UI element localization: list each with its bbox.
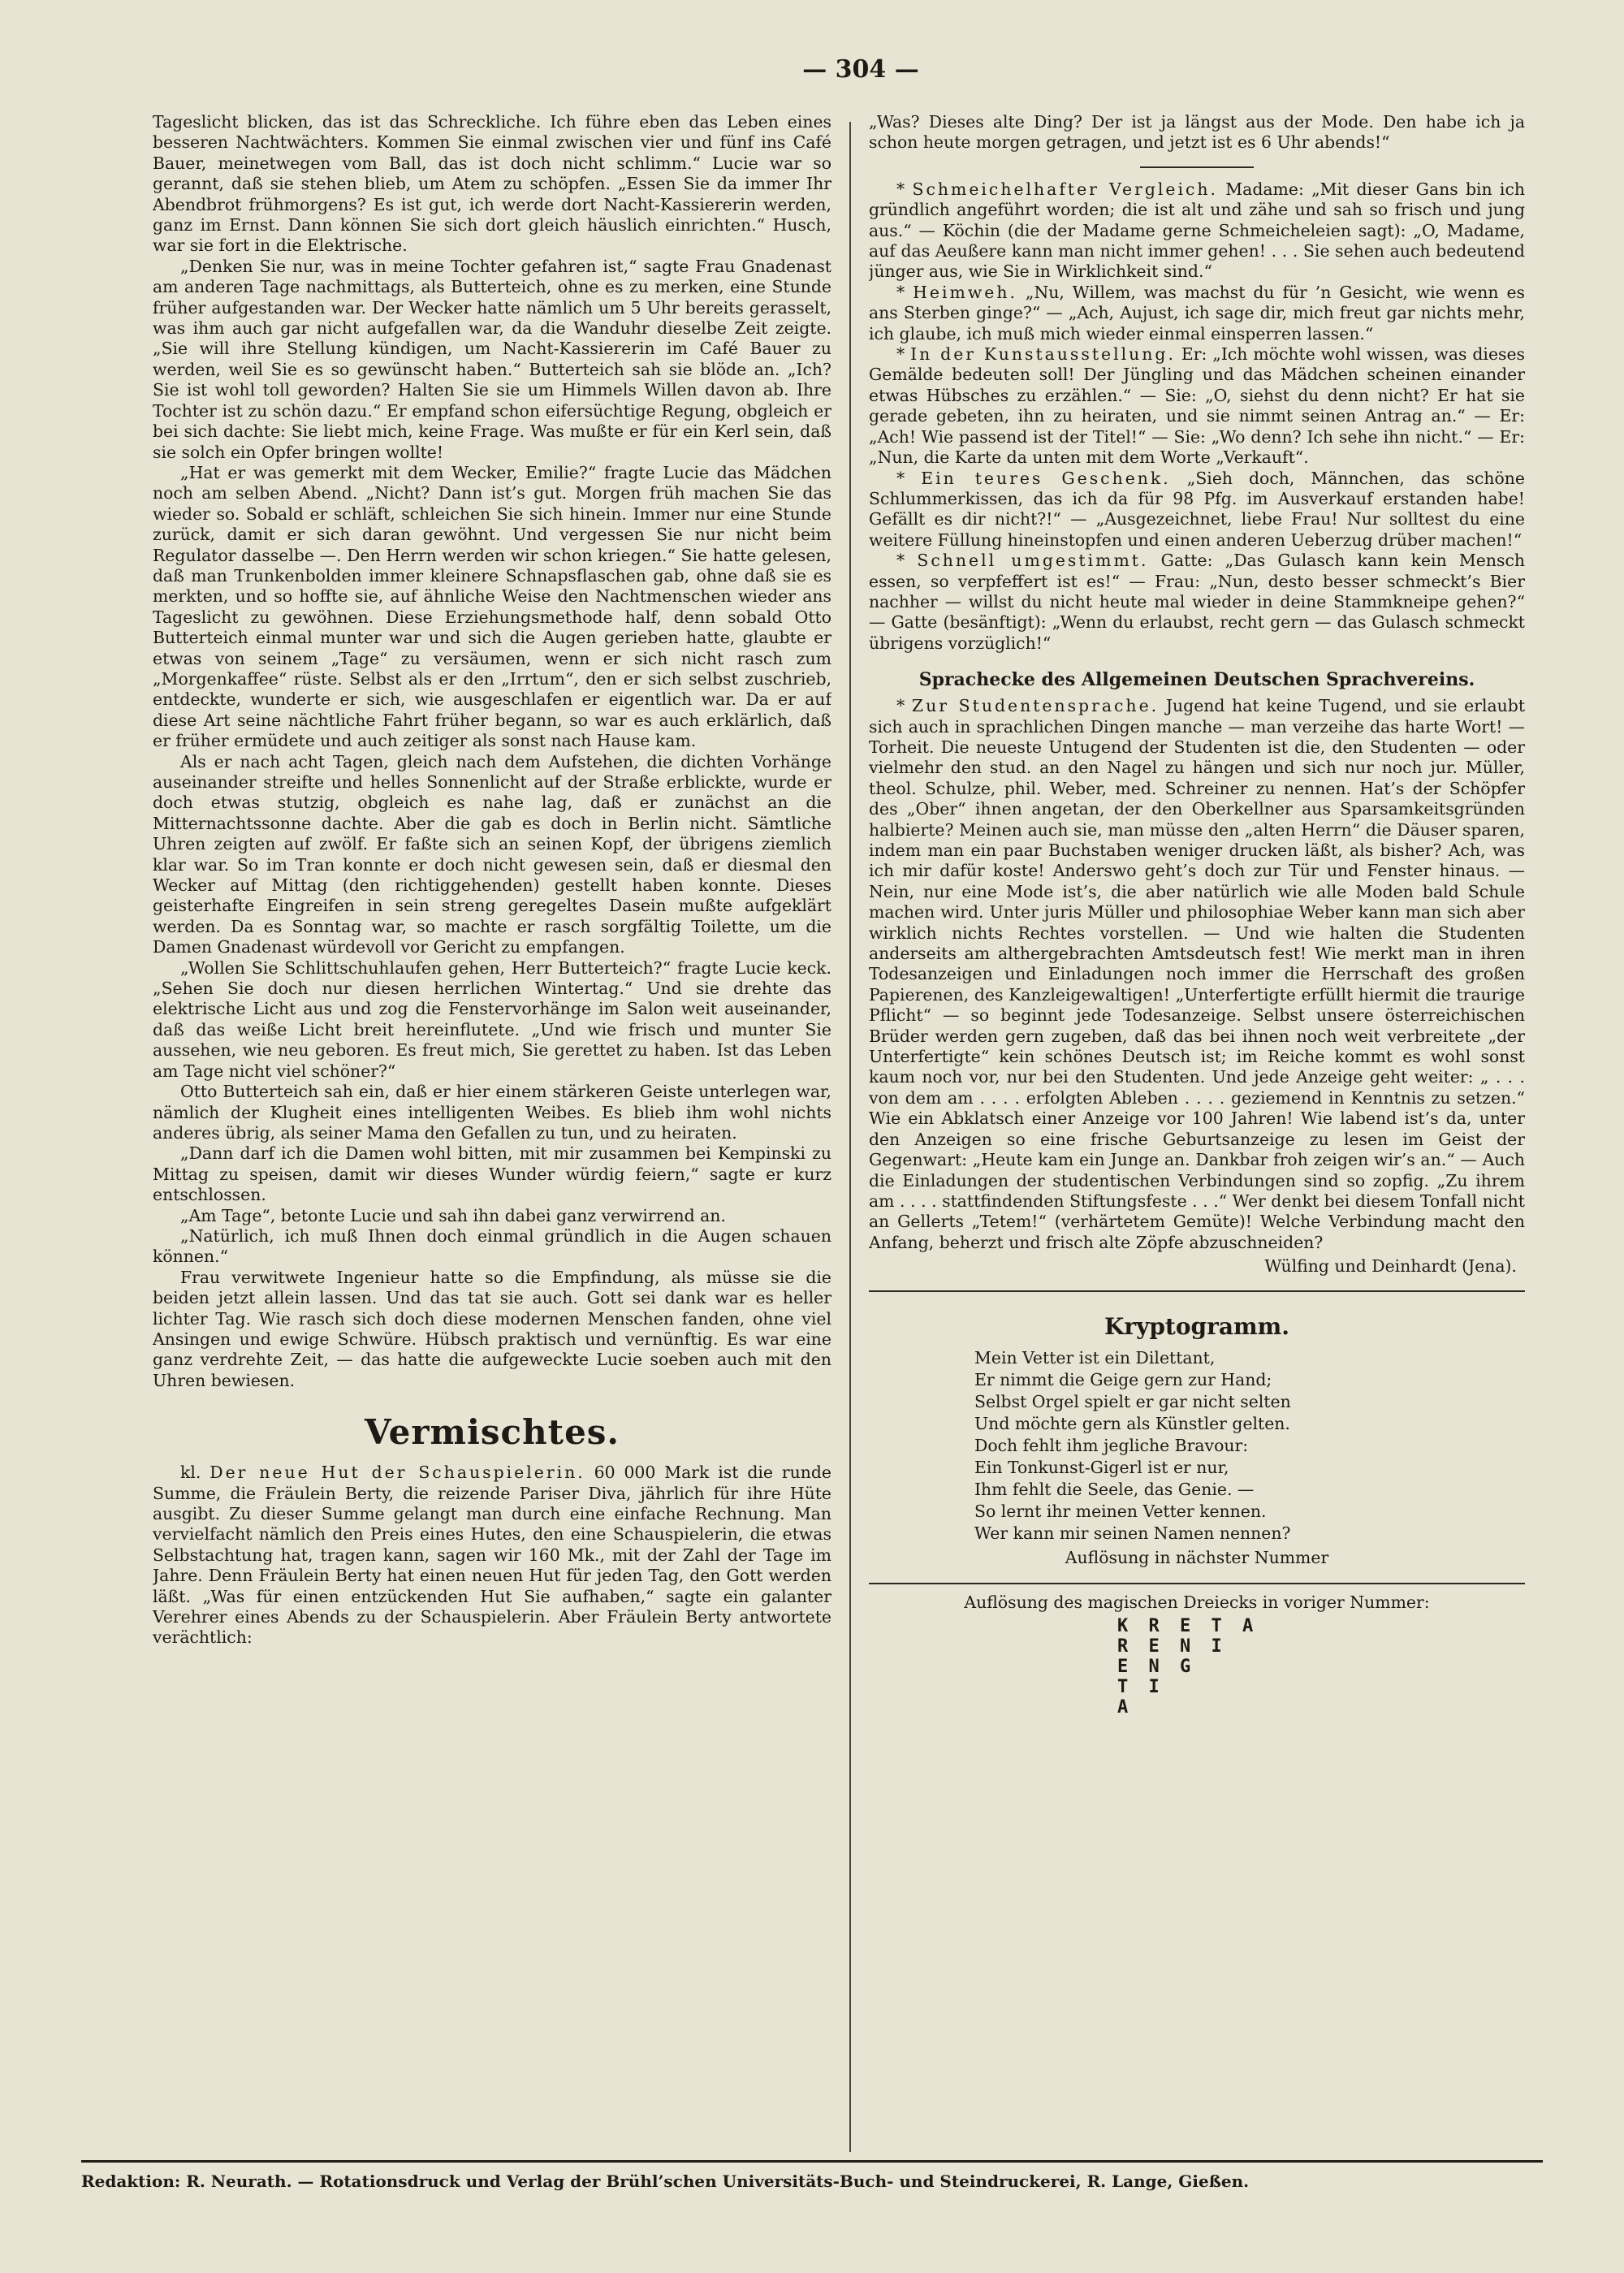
poem-line: Wer kann mir seinen Namen nennen? bbox=[974, 1523, 1291, 1543]
sprachecke-article: * Zur Studentensprache. Jugend hat keine Tugend, und sie erlaubt sich auch in sprachlichen Dingen manche — man verzeihe das harte Wort! — Torheit. Die neueste Untugend der Studenten ist die, den Studenten — oder vielmehr den stud. an den Nagel zu hängen und sich nur noch jur. Müller, theol. Schulze, phil. Weber, med. Schreiner zu nennen. Hat’s der Schöpfer des „Ober“ ihnen angetan, der den Oberkellner aus Sparsamkeitsgründen halbierte? Meinen auch sie, man müsse den „alten Herrn“ die Däuser sparen, indem man ein paar Buchstaben weniger drucken läßt, als bisher? Ach, was ich mir dafür koste! Anderswo geht’s doch zur Tür und Fenster hinaus. — Nein, nur eine Mode ist’s, die aber natürlich wie alle Moden bald Schule machen wird. Unter juris Müller und philosophiae Weber kann man sich aber wirklich nichts Rechtes vorstellen. — Und wie halten die Studenten anderseits am althergebrachten Amtsdeutsch fest! Wie merkt man in ihren Todesanzeigen und Einladungen noch immer die Herrschaft des großen Papierenen, des Kanzleigewaltigen! „Unterfertigte erfüllt hiermit die traurige Pflicht“ — so beginnt jede Todesanzeige. Selbst unsere österreichischen Brüder werden gern zugeben, daß das bei ihnen noch weit verbreitete „der Unterfertigte“ kein schönes Deutsch ist; im Reiche kommt es wohl sonst kaum noch vor, nur bei den Studenten. Und jede Anzeige geht weiter: „ . . . von dem am . . . . erfolgten Ableben . . . . geziemend in Kenntnis zu setzen.“ Wie ein Abklatsch einer Anzeige vor 100 Jahren! Wie labend ist’s da, unter den Anzeigen so eine frische Geburtsanzeige zu lesen im Geist der Gegenwart: „Heute kam ein Junge an. Dankbar froh zeigen wir’s an.“ — Auch die Einladungen der studentischen Verbindungen sind so zopfig. „Zu ihrem am . . . . stattfindenden Stiftungsfeste . . .“ Wer denkt bei diesem Tonfall nicht an Gellerts „Tetem!“ (verhärtetem Gemüte)! Welche Verbindung macht den Anfang, beherzt und frisch alte Zöpfe abzuschneiden? bbox=[869, 696, 1525, 1252]
triangle-row: E N G bbox=[1117, 1657, 1196, 1678]
story-paragraph: Otto Butterteich sah ein, daß er hier einem stärkeren Geiste unterlegen war, nämlich der Klugheit eines intelligenten Weibes. Es blieb ihm wohl nichts anderes übrig, als seiner Mama den Gefallen zu tun, und zu heiraten. bbox=[153, 1082, 831, 1143]
anecdote: * In der Kunstausstellung. Er: „Ich möchte wohl wissen, was dieses Gemälde bedeuten soll! Der Jüngling und das Mädchen scheinen einander etwas Hübsches zu erzählen.“ — Sie: „O, siehst du denn nicht? Er hat sie gerade gebeten, ihn zu heiraten, und sie nimmt seinen Antrag an.“ — Er: „Ach! Wie passend ist der Titel!“ — Sie: „Wo denn? Ich sehe ihn nicht.“ — Er: „Nun, die Karte da unten mit dem Worte „Verkauft“. bbox=[869, 344, 1525, 468]
triangle-row: K R E T A bbox=[1117, 1616, 1259, 1637]
sprachecke-text: Jugend hat keine Tugend, und sie erlaubt sich auch in sprachlichen Dingen manche — man verzeihe das harte Wort! — Torheit. Die neueste Untugend der Studenten ist die, den Studenten — oder vielmehr den stud. an den Nagel zu hängen und sich nur noch jur. Müller, theol. Schulze, phil. Weber, med. Schreiner zu nennen. Hat’s der Schöpfer des „Ober“ ihnen angetan, der den Oberkellner aus Sparsamkeitsgründen halbierte? Meinen auch sie, man müsse den „alten Herrn“ die Däuser sparen, indem man ein paar Buchstaben weniger drucken läßt, als bisher? Ach, was ich mir dafür koste! Anderswo geht’s doch zur Tür und Fenster hinaus. — Nein, nur eine Mode ist’s, die aber natürlich wie alle Moden bald Schule machen wird. Unter juris Müller und philosophiae Weber kann man sich aber wirklich nichts Rechtes vorstellen. — Und wie halten die Studenten anderseits am althergebrachten Amtsdeutsch fest! Wie merkt man in ihren Todesanzeigen und Einladungen noch immer die Herrschaft des großen Papierenen, des Kanzleigewaltigen! „Unterfertigte erfüllt hiermit die traurige Pflicht“ — so beginnt jede Todesanzeige. Selbst unsere österreichischen Brüder werden gern zugeben, daß das bei ihnen noch weit verbreitete „der Unterfertigte“ kein schönes Deutsch ist; im Reiche kommt es wohl sonst kaum noch vor, nur bei den Studenten. Und jede Anzeige geht weiter: „ . . . von dem am . . . . erfolgten Ableben . . . . geziemend in Kenntnis zu setzen.“ Wie ein Abklatsch einer Anzeige vor 100 Jahren! Wie labend ist’s da, unter den Anzeigen so eine frische Geburtsanzeige zu lesen im Geist der Gegenwart: „Heute kam ein Junge an. Dankbar froh zeigen wir’s an.“ — Auch die Einladungen der studentischen Verbindungen sind so zopfig. „Zu ihrem am . . . . stattfindenden Stiftungsfeste . . .“ Wer denkt bei diesem Tonfall nicht an Gellerts „Tetem!“ (verhärtetem Gemüte)! Welche Verbindung macht den Anfang, beherzt und frisch alte Zöpfe abzuschneiden? bbox=[869, 696, 1525, 1252]
anecdote: * Heimweh. „Nu, Willem, was machst du für ’n Gesicht, wie wenn es ans Sterben ginge?“ — „Ach, Aujust, ich sage dir, mich freut gar nichts mehr, ich glaube, ich muß mich wieder einmal einsperren lassen.“ bbox=[869, 282, 1525, 344]
story-paragraph: Als er nach acht Tagen, gleich nach dem Aufstehen, die dichten Vorhänge auseinander streifte und helles Sonnenlicht auf der Straße erblickte, wurde er doch etwas stutzig, obgleich es nahe lag, daß er zunächst an die Mitternachtssonne dachte. Aber die gab es doch in Berlin nicht. Sämtliche Uhren zeigten auf zwölf. Er faßte sich an seinen Kopf, der übrigens ziemlich klar war. So im Tran konnte er doch nicht gewesen sein, daß er diesmal den Wecker auf Mittag (den richtiggehenden) gestellt haben konnte. Dieses geisterhafte Eingreifen in sein streng geregeltes Dasein mußte aufgeklärt werden. Da es Sonntag war, so machte er rasch sorgfältig Toilette, um die Damen Gnadenast würdevoll vor Gericht zu empfangen. bbox=[153, 751, 831, 957]
hut-text: 60 000 Mark ist die runde Summe, die Fräulein Berty, die reizende Pariser Diva, jährlich für ihre Hüte ausgibt. Zu dieser Summe gelangt man durch eine einfache Rechnung. Man vervielfacht nämlich den Preis eines Hutes, den eine Schauspielerin, die etwas Selbstachtung hat, tragen kann, sagen wir 160 Mk., mit der Zahl der Tage im Jahre. Denn Fräulein Berty hat einen neuen Hut für jeden Tag, den Gott werden läßt. „Was für einen entzückenden Hut Sie aufhaben,“ sagte ein galanter Verehrer eines Abends zu der Schauspielerin. Aber Fräulein Berty antwortete verächtlich: bbox=[153, 1463, 831, 1648]
story-paragraph: „Wollen Sie Schlittschuhlaufen gehen, Herr Butterteich?“ fragte Lucie keck. „Sehen Sie doch nur diesen herrlichen Wintertag.“ Und sie drehte das elektrische Licht aus und zog die Fenstervorhänge im Salon weit auseinander, daß das weiße Licht breit hereinflutete. „Und wie frisch und munter Sie aussehen, wie neu geboren. Es freut mich, Sie gerettet zu haben. Ist das Leben am Tage nicht viel schöner?“ bbox=[153, 957, 831, 1081]
poem-line: Ein Tonkunst-Gigerl ist er nur, bbox=[974, 1457, 1229, 1477]
story-paragraph: „Am Tage“, betonte Lucie und sah ihn dabei ganz verwirrend an. bbox=[180, 1205, 726, 1225]
sprachecke-signature: Wülfing und Deinhardt (Jena). bbox=[1264, 1256, 1517, 1277]
story-paragraph: „Natürlich, ich muß Ihnen doch einmal gründlich in die Augen schauen können.“ bbox=[153, 1225, 831, 1267]
anecdote: * Ein teures Geschenk. „Sieh doch, Männchen, das schöne Schlummerkissen, das ich da für 98 Pfg. im Ausverkauf erstanden habe! Gefällt es dir nicht?!“ — „Ausgezeichnet, liebe Frau! Nur solltest du eine weitere Füllung hineinstopfen und einen anderen Ueberzug drüber machen!“ bbox=[869, 468, 1525, 550]
anecdote-text: Er: „Ich möchte wohl wissen, was dieses Gemälde bedeuten soll! Der Jüngling und das Mädchen scheinen einander etwas Hübsches zu erzählen.“ — Sie: „O, siehst du denn nicht? Er hat sie gerade gebeten, ihn zu heiraten, und sie nimmt seinen Antrag an.“ — Er: „Ach! Wie passend ist der Titel!“ — Sie: „Wo denn? Ich sehe ihn nicht.“ — Er: „Nun, die Karte da unten mit dem Worte „Verkauft“. bbox=[869, 344, 1525, 468]
anecdote-text: „Sieh doch, Männchen, das schöne Schlummerkissen, das ich da für 98 Pfg. im Ausverkauf erstanden habe! Gefällt es dir nicht?!“ — „Ausgezeichnet, liebe Frau! Nur solltest du eine weitere Füllung hineinstopfen und einen anderen Ueberzug drüber machen!“ bbox=[869, 468, 1525, 550]
triangle-row: R E N I bbox=[1117, 1636, 1227, 1657]
story-paragraph: „Denken Sie nur, was in meine Tochter gefahren ist,“ sagte Frau Gnadenast am anderen Tage nachmittags, als Butterteich, ohne es zu merken, eine Stunde früher aufgestanden war. Der Wecker hatte nämlich um 5 Uhr bereits gerasselt, was ihm auch gar nicht aufgefallen war, da die Wanduhr dieselbe Zeit zeigte. „Sie will ihre Stellung kündigen, um Nacht-Kassiererin im Café Bauer zu werden, weil Sie es so gewünscht haben.“ Butterteich sah sie blöde an. „Ich? Sie ist wohl toll geworden? Halten Sie sie um Himmels Willen davon ab. Ihre Tochter ist zu schön dazu.“ Er empfand schon eifersüchtige Regung, obgleich er bei sich dachte: Sie liebt mich, keine Frage. Was mußte er für ein Kerl sein, daß sie solch ein Opfer bringen wollte! bbox=[153, 256, 831, 462]
poem-line: Selbst Orgel spielt er gar nicht selten bbox=[974, 1391, 1291, 1411]
right-column bbox=[869, 112, 1525, 2150]
kryptogramm-poem bbox=[974, 1347, 1525, 1545]
anecdote-heading: Schnell umgestimmt. bbox=[917, 551, 1149, 571]
story-paragraph: „Hat er was gemerkt mit dem Wecker, Emilie?“ fragte Lucie das Mädchen noch am selben Abend. „Nicht? Dann ist’s gut. Morgen früh machen Sie das wieder so. Sobald er schläft, schleichen Sie sich hinein. Immer nur eine Stunde zurück, damit er sich daran gewöhnt. Und vergessen Sie nur nicht beim Regulator dasselbe —. Den Herrn werden wir schon kriegen.“ Sie hatte gelesen, daß man Trunkenbolden immer kleinere Schnapsflaschen gab, ohne daß sie es merkten, und so hoffte sie, auf ähnliche Weise den Nachtmenschen wieder ans Tageslicht zu gewöhnen. Diese Erziehungsmethode half, denn sobald Otto Butterteich einmal munter war und sich die Augen gerieben hatte, glaubte er etwas von seinem „Tage“ zu versäumen, wenn er sich nicht rasch zum „Morgenkaffee“ rüste. Selbst als er den „Irrtum“, den er sich selbst zuschrieb, entdeckte, wunderte er sich, wie ausgeschlafen er eigentlich war. Da er auf diese Art seine nächtliche Fahrt früher begann, so war es auch erklärlich, daß er früher ermüdete und auch zeitiger als sonst nach Hause kam. bbox=[153, 462, 831, 751]
story-paragraph: „Dann darf ich die Damen wohl bitten, mit mir zusammen bei Kempinski zu Mittag zu speisen, damit wir dieses Wunder würdig feiern,“ sagte er kurz entschlossen. bbox=[153, 1143, 831, 1205]
story-paragraph: Tageslicht blicken, das ist das Schreckliche. Ich führe eben das Leben eines besseren Nachtwächters. Kommen Sie einmal zwischen vier und fünf ins Café Bauer, meinetwegen vom Ball, das ist doch nicht schlimm.“ Lucie war so gerannt, daß sie stehen blieb, um Atem zu schöpfen. „Essen Sie da immer Ihr Abendbrot frühmorgens? Es ist gut, ich werde dort Nacht-Kassiererin werden, ganz im Ernst. Dann können Sie sich dort gleich häuslich einrichten.“ Husch, war sie fort in die Elektrische. bbox=[153, 112, 831, 256]
anecdote-text: Gatte: „Das Gulasch kann kein Mensch essen, so verpfeffert ist es!“ — Frau: „Nun, desto besser schmeckt’s Bier nachher — willst du nicht heute mal wieder in deine Stammkneipe gehen?“ — Gatte (besänftigt): „Wenn du erlaubst, recht gern — das Gulasch schmeckt übrigens vorzüglich!“ bbox=[869, 551, 1525, 653]
triangle-row: A bbox=[1117, 1697, 1134, 1718]
imprint-footer: Redaktion: R. Neurath. — Rotationsdruck und Verlag der Brühl’schen Universitäts-Buch- und Steindruckerei, R. Lange, Gießen. bbox=[81, 2160, 1543, 2192]
next-number-note: Auflösung in nächster Nummer bbox=[1065, 1547, 1329, 1567]
sprachecke-heading: Sprachecke des Allgemeinen Deutschen Sprachvereins. bbox=[918, 669, 1475, 691]
hut-continuation: „Was? Dieses alte Ding? Der ist ja längst aus der Mode. Den habe ich ja schon heute morgen getragen, und jetzt ist es 6 Uhr abends!“ bbox=[869, 112, 1525, 153]
hut-heading: Der neue Hut der Schauspielerin. bbox=[209, 1463, 585, 1483]
anecdote: * Schnell umgestimmt. Gatte: „Das Gulasch kann kein Mensch essen, so verpfeffert ist es!“ — Frau: „Nun, desto besser schmeckt’s Bier nachher — willst du nicht heute mal wieder in deine Stammkneipe gehen?“ — Gatte (besänftigt): „Wenn du erlaubst, recht gern — das Gulasch schmeckt übrigens vorzüglich!“ bbox=[869, 551, 1525, 653]
poem-line: Mein Vetter ist ein Dilettant, bbox=[974, 1347, 1216, 1368]
anecdote-heading: Ein teures Geschenk. bbox=[921, 468, 1171, 488]
story-paragraph: Frau verwitwete Ingenieur hatte so die Empfindung, als müsse sie die beiden jetzt allein lassen. Und das tat sie auch. Gott sei dank war es heller lichter Tag. Wie rasch sich doch diese modernen Menschen fanden, ohne viel Ansingen und ewige Schwüre. Hübsch praktisch und vernünftig. Es war eine ganz verdrehte Zeit, — das hatte die aufgeweckte Lucie soeben auch mit den Uhren bewiesen. bbox=[153, 1267, 831, 1390]
anecdote: * Schmeichelhafter Vergleich. Madame: „Mit dieser Gans bin ich gründlich angeführt worden; die ist alt und zähe und sah so frisch und jung aus.“ — Köchin (die der Madame gerne Schmeicheleien sagt): „O, Madame, auf das Aeußere kann man nicht immer gehen! . . . Sie sehen auch bedeutend jünger aus, wie Sie in Wirklichkeit sind.“ bbox=[869, 179, 1525, 282]
hut-prefix: kl. bbox=[180, 1463, 201, 1483]
anecdote-text: „Nu, Willem, was machst du für ’n Gesicht, wie wenn es ans Sterben ginge?“ — „Ach, Aujust, ich sage dir, mich freut gar nichts mehr, ich glaube, ich muß mich wieder einmal einsperren lassen.“ bbox=[869, 282, 1525, 344]
column-divider bbox=[849, 122, 851, 2152]
poem-line: Und möchte gern als Künstler gelten. bbox=[974, 1413, 1290, 1433]
poem-line: Er nimmt die Geige gern zur Hand; bbox=[974, 1369, 1272, 1389]
page-number: — 304 — bbox=[802, 55, 919, 84]
poem-line: So lernt ihr meinen Vetter kennen. bbox=[974, 1501, 1267, 1521]
hut-article bbox=[153, 1463, 831, 1649]
sprachecke-subheading: Zur Studentensprache. bbox=[911, 696, 1160, 716]
separator-rule bbox=[1140, 166, 1254, 168]
poem-line: Ihm fehlt die Seele, das Genie. — bbox=[974, 1479, 1255, 1499]
solution-heading: Auflösung des magischen Dreiecks in voriger Nummer: bbox=[964, 1592, 1430, 1612]
anecdote-heading: In der Kunstausstellung. bbox=[910, 344, 1176, 365]
vermischtes-heading: Vermischtes. bbox=[364, 1412, 620, 1453]
magic-triangle bbox=[1117, 1616, 1525, 1718]
triangle-row: T I bbox=[1117, 1677, 1164, 1698]
anecdote-text: Madame: „Mit dieser Gans bin ich gründlich angeführt worden; die ist alt und zähe und sah so frisch und jung aus.“ — Köchin (die der Madame gerne Schmeicheleien sagt): „O, Madame, auf das Aeußere kann man nicht immer gehen! . . . Sie sehen auch bedeutend jünger aus, wie Sie in Wirklichkeit sind.“ bbox=[869, 179, 1525, 282]
anecdote-heading: Heimweh. bbox=[913, 282, 1017, 302]
anecdote-heading: Schmeichelhafter Vergleich. bbox=[912, 179, 1219, 199]
left-column bbox=[153, 112, 831, 2150]
poem-line: Doch fehlt ihm jegliche Bravour: bbox=[974, 1435, 1249, 1455]
kryptogramm-box bbox=[869, 1290, 1525, 1584]
kryptogramm-heading: Kryptogramm. bbox=[1104, 1312, 1290, 1340]
